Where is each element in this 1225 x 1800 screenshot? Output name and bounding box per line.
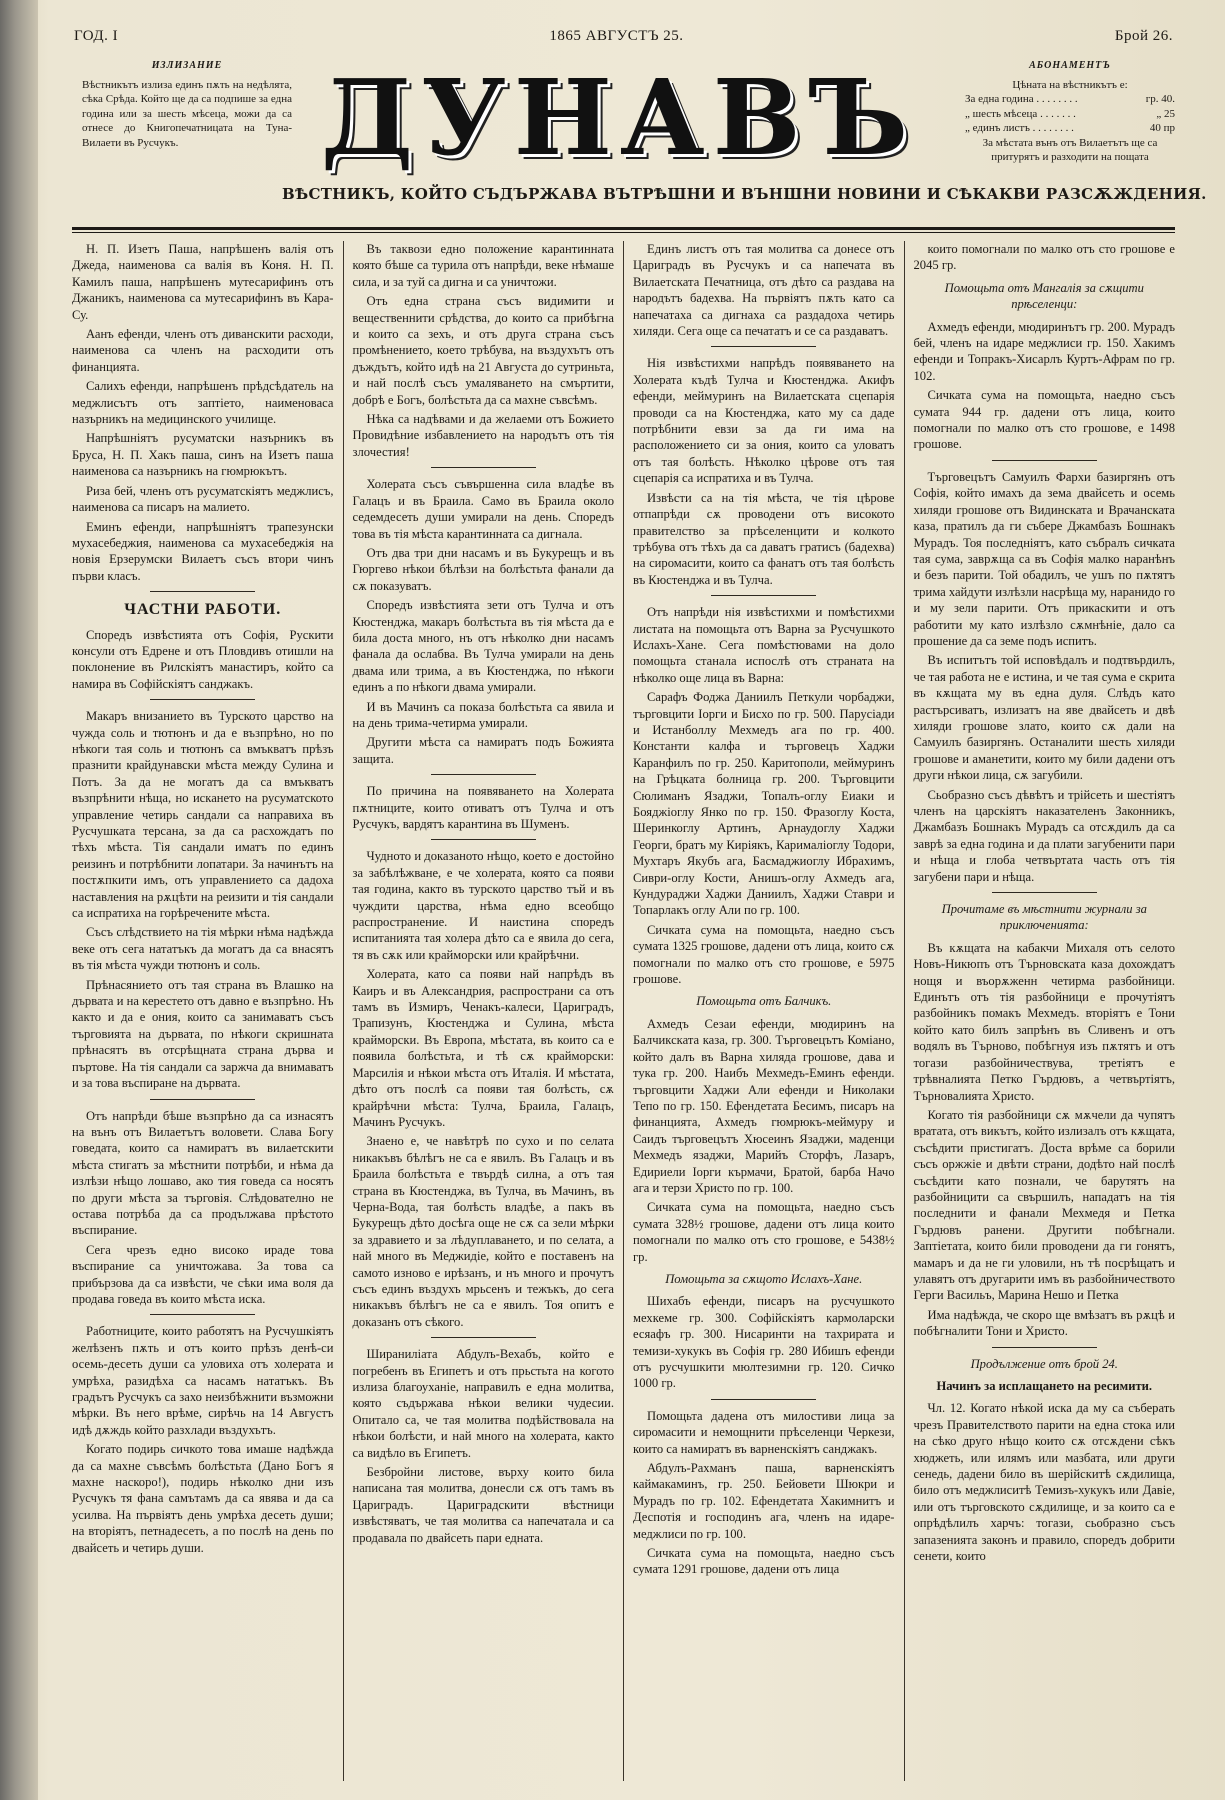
- article-paragraph: Салихъ ефенди, напрѣшенъ прѣдсѣдатель на меджлисътъ отъ заптіето, наименоваса назърникъ на медицинскогo училище.: [72, 379, 334, 427]
- article-paragraph: Сега чрезъ едно високо ираде това въспирание са уничтожава. За това са прибързова да са извѣсти, че сѣки има воля да продава говеда въ които мѣста иска.: [72, 1242, 334, 1306]
- article-paragraph: Помощьта дадена отъ милостиви лица за сиромасити и немощнити прѣселенци Черкези, които са намиратъ въ варненскіятъ санджакъ.: [633, 1408, 895, 1456]
- column-4: [904, 241, 1176, 1781]
- article-paragraph: Еминъ ефенди, напрѣшніятъ трапезунски мухасебеджия, наименова са мухасебеджія на новія Ерзерумски Вилаетъ съсъ втори чинъ първи класъ.: [72, 519, 334, 583]
- section-heading: Прочитаме въ мѣстнити журнали за приключенията:: [941, 902, 1147, 933]
- article-paragraph: Абдулъ-Рахманъ паша, варненскіятъ каймакаминъ, гр. 250. Бейовети Шюкри и Мурадъ по гр. 102. Ефендетата Хакимнитъ и Деспотія и господинъ ага, членъ на идаре-меджлиси по гр. 100.: [633, 1461, 895, 1541]
- section-separator: [711, 1399, 816, 1400]
- subscription-row-price: „ 25: [1156, 107, 1175, 120]
- article-paragraph: Търговецътъ Самуилъ Фархи базиргянъ отъ Софія, който имахъ да зема двайсеть и осемь хиляди грошове отъ Видинската и Врачанската каза, пратилъ да ги събере Джамбазъ Бошнакъ Мурадъ. Тоя последніятъ, като събралъ сичката тая сума, заврѫща са въ Софія малко наранѣнъ и безъ парити. Той обадилъ, че ушъ по пѫтятъ трима хайдути излѣзли насрѣща му, наранидо го и му зели парити. Отъ прикаскити и отъ работити му като излѣзло сѫмнѣніе, дало са прошение да са земе подъ испитъ.: [913, 469, 1175, 648]
- article-paragraph: Въ испитътъ той исповѣдалъ и подтвърдилъ, че тая работа не е истина, и че тая сума е скрита въ кѫщата му въ една дуля. Слѣдъ като растърсиватъ, излизатъ на яве двайсеть и двѣ хиляди грошове злато, които сѫ дали на Самуилъ базиргянъ. Останалити шесть хиляди грошове и аманетити, които му били дадени отъ други нѣкои лица, сѫ загубили.: [913, 653, 1175, 783]
- article-paragraph: Макаръ внизанието въ Турското царство на чужда соль и тютюнъ и да е възпрѣно, но по нѣкоги тая соль и тютюнъ са вмъкватъ прѣзъ празнити крайдунавски мѣста между Сулина и Потъ. За да не могатъ да са вмъкватъ възпрѣнити нѣща, но искането на русуматското управление четирь сандали са направиха въ Русчушката терсана, за да са расхождатъ по тѣхъ мѣста. Тія сандали иматъ по единъ реизинъ и потрѣбнити лопатари. За начинътъ на постѫпкити имъ, отъ управлението са дадоха наставления на рѫцѣти на реизити и тія сандали са испратиха на горѣречените мѣста.: [72, 709, 334, 921]
- subscription-row-label: „ единъ листъ . . . . . . . .: [965, 122, 1074, 134]
- section-heading: Помощьта отъ Балчикъ.: [696, 994, 832, 1009]
- article-paragraph: Отъ напрѣди бѣше възпрѣно да са изнасятъ на вънъ отъ Вилаетътъ воловети. Слава Богу говедата, които са намиратъ въ вилаетскити мѣста стигатъ за мѣстнити потрѣби, и нѣма да излѣзи нѣщо лошаво, ако тия говеда са носятъ по други мѣста за търговія. Слѣдователно не остава потрѣба да са продължава прѣстото въспирание.: [72, 1108, 334, 1238]
- article-paragraph: Споредъ извѣстията зети отъ Тулча и отъ Кюстенджа, макаръ болѣстьта въ тія мѣста да е била доста много, нъ отъ нѣколко дни насамъ фанала да ослабва. Въ Тулча умирали на день двама или трима, а въ Кюстенджа, по нѣкоги единъ а по нѣкоги двама умирали.: [352, 598, 614, 695]
- subscription-row-price: гр. 40.: [1145, 93, 1175, 105]
- subscription-row: [965, 92, 1175, 107]
- subscription-box: [965, 59, 1175, 165]
- section-heading: Помощьта за сѫщото Ислахъ-Хане.: [665, 1271, 863, 1286]
- article-columns: [72, 241, 1175, 1781]
- column-1: [72, 241, 343, 1781]
- subscription-row: [965, 121, 1175, 136]
- article-paragraph: Сичката сума на помощьта, наедно съсъ сумата 1291 грошове, дадени отъ лица: [633, 1546, 895, 1577]
- publication-text: Вѣстникътъ излиза единъ пѫть на недѣлята, сѣка Срѣда. Който ще да са подпише за една година или за шесть мѣсеца, можи да са отнесе до Книгопечатницата на Туна-Вилаети въ Русчукъ.: [82, 78, 292, 149]
- section-separator: [150, 1314, 255, 1315]
- section-separator: [150, 591, 255, 592]
- article-paragraph: Когато тія разбойници сѫ мѫчели да чупятъ вратата, отъ викътъ, който излизалъ отъ кѫщата, съсѣдити пристигатъ. Доста врѣме са борили съсъ оржжіе и двѣти страни, додѣто най послѣ съсѣдити като познали, че барутятъ на разбойницити са свършилъ, нападатъ на тія последнити и фанали Мехмедя и Петка Гърдювъ ранени. Другити побѣгнали. Заптіетата, които били проводени да ги гонятъ, мамаръ и да не ги уловили, нъ тѣ посрѣщатъ и улавятъ отъ другарити имъ въ разбойничеството Герги Васильъ, Марина Нешо и Петка: [913, 1107, 1175, 1303]
- section-separator: [711, 346, 816, 347]
- article-paragraph: Ахмедъ ефенди, мюдиринътъ гр. 200. Мурадъ бей, членъ на идаре меджлиси гр. 150. Хакимъ ефенди и Топракъ-Хисарлъ Куртъ-Афрам по гр. 102.: [913, 319, 1175, 383]
- article-paragraph: Единъ листъ отъ тая молитва са донесе отъ Цариградъ въ Русчукъ и са напечата въ Вилаетската Печатница, отъ дѣто са раздава на народътъ бадехва. На първіятъ пѫть като са напечатаха са дигнаха са раздадоха четирь хиляди. Сега още са печататъ и се са раздаватъ.: [633, 242, 895, 339]
- section-separator: [711, 595, 816, 596]
- article-paragraph: Прѣнасянието отъ тая страна въ Влашко на дървата и на керестето отъ давно е възпрѣно. Нъ както и да е ония, които са занимаватъ съсъ търговията на дървата, по нѣкоги скришната прѣнасятъ въ отсрѣщната страна дърва и пъртове. На тія сандали са заржча да внимаватъ и за това въспиране на дървата.: [72, 977, 334, 1091]
- article-paragraph: Другити мѣста са намиратъ подъ Божията защита.: [352, 735, 614, 766]
- section-heading: Начинъ за исплащането на ресимити.: [936, 1379, 1153, 1393]
- article-paragraph: Отъ напрѣди нія извѣстихми и помѣстихми листата на помощьта отъ Варна за Русчушкото Ислахъ-Хане. Сега помѣстювами на доло помощьта станала испослѣ отъ страната на нѣколко още лица въ Варна:: [633, 605, 895, 685]
- section-separator: [992, 1347, 1097, 1348]
- section-separator: [150, 699, 255, 700]
- article-paragraph: Шираниліата Абдулъ-Вехабъ, който е погребенъ въ Египетъ и отъ прьстьта на когото излиза благоуханіе, направилъ е една молитва, която съдържава нѣкои велики чудесии. Опитало са, че тая молитва подѣйствовала на нѣкои болѣсти, и най много на холерата, както са видѣло въ Египетъ.: [352, 1347, 614, 1460]
- article-paragraph: Ахмедъ Сезаи ефенди, мюдиринъ на Балчикската каза, гр. 300. Търговецътъ Коміано, който далъ въ Варна хиляда грошове, дава и тука гр. 200. Наибъ Мехмедъ-Еминъ ефенди. търговцити Хаджи Али ефенди и Николаки Тепо по гр. 150. Ефендетата Бесимъ, писаръ на финанцията, Ахмедъ гюмрюкъ-меймуру и Саидъ търговецътъ Хюсеинъ Язаджи, маденци Мехмедъ язаджи, Марийъ Сторфъ, Лазаръ, Едириели Іорги кърмачи, Братой, барба Начо ага и терзи Христо по гр. 100.: [633, 1016, 895, 1195]
- article-paragraph: Чл. 12. Когато нѣкой иска да му са съберать чрезъ Правителството парити на една стока или на сѣко друго нѣщо които сѫ отсѫдени сѣкъ хюджеть, или илямъ или мазбата, или други сенедь, дадени било въ шерійскитѣ сѫдилища, било отъ меджлиситѣ Темизъ-хукукъ или Давіе, или отъ търговското сѫдилище, и за които са е опрѣдѣлилъ харчъ: тогази, сьобразно съсъ запазенията законъ и правило, споредъ добрити сенети, които: [913, 1401, 1175, 1564]
- article-paragraph: Споредъ извѣстията отъ Софія, Рускити консули отъ Едрене и отъ Пловдивъ отишли на поклонение въ Рилскіятъ манастиръ, който са намира въ Софійскіятъ санджакъ.: [72, 627, 334, 691]
- article-paragraph: Отъ два три дни насамъ и въ Букурещъ и въ Гюргево нѣкои бѣлѣзи на болѣстьта фанали да сѫ показуватъ.: [352, 545, 614, 593]
- article-paragraph: Чудното и доказаното нѣщо, което е достойно за забѣлѣжване, е че холерата, която са появи тая година, както въ турското царство тъй и въ чуждити царства, нѣма едно всеобщо распространение. И наистина споредъ испитанията тая холера дѣто са е явила до сега, тя въ сѫк или крайморски или крайрѣчни.: [352, 849, 614, 962]
- section-heading: Продължение отъ брой 24.: [970, 1356, 1118, 1371]
- column-2: [343, 241, 624, 1781]
- article-paragraph: които помогнали по малко отъ сто грошове е 2045 гр.: [913, 242, 1175, 273]
- article-paragraph: И въ Мачинъ са показа болѣстьта са явила и на день трима-четирма умирали.: [352, 699, 614, 730]
- section-separator: [431, 839, 536, 840]
- article-paragraph: Сичката сума на помощьта, наедно съсъ сумата 944 гр. дадени отъ лица, които помогнали по малко отъ сто грошове, е 1498 грошове.: [913, 388, 1175, 452]
- article-paragraph: Когато подирь сичкото това имаше надѣжда да са махне съвсѣмъ болѣстьта (Дано Богъ я махне наскоро!), подирь нѣколко дни изъ Русчукъ тя фана самътамъ да са явява и да са усилва. На първіятъ день умрѣха десеть души; на вторіятъ, петнадесеть, а по послѣ на день по двайсеть и четирь души.: [72, 1442, 334, 1555]
- newspaper-title: ДУНАВЪ: [320, 56, 917, 179]
- subscription-row-label: За една година . . . . . . . .: [965, 93, 1078, 105]
- article-paragraph: Безбройни листове, върху които била написана тая молитва, донесли сѫ отъ тамъ въ Цариградъ. Цариградскити вѣстници извѣстяватъ, че тая молитва са напечатала и са продавала по двайсеть пари едната.: [352, 1465, 614, 1545]
- article-paragraph: Сичката сума на помощьта, наедно съсъ сумата 1325 грошове, дадени отъ лица, които сѫ помогнали по малко отъ сто грошове, е 5975 грошове.: [633, 922, 895, 987]
- section-separator: [431, 467, 536, 468]
- section-separator: [431, 774, 536, 775]
- article-paragraph: Аанъ ефенди, членъ отъ диванскити расходи, наименова са членъ на расходити отъ финанцията.: [72, 327, 334, 374]
- top-line: [72, 28, 1175, 45]
- subscription-intro: Цѣната на вѣстникътъ е:: [1012, 78, 1128, 91]
- issue-number: Брой 26.: [1114, 28, 1173, 44]
- publication-box: [82, 59, 292, 150]
- column-3: [623, 241, 904, 1781]
- article-paragraph: Холерата съсъ съвършенна сила владѣе въ Галацъ и въ Браила. Само въ Браила около седемдесеть души умирали на день. Споредъ това въ тія мѣста карантинната са дигнала.: [352, 477, 614, 541]
- binding-edge: [0, 0, 38, 1800]
- article-paragraph: Нѣка са надѣвами и да желаеми отъ Божието Провидѣние избавлението на народътъ отъ тія злочестия!: [352, 412, 614, 459]
- publication-heading: ИЗЛИЗАНИЕ: [151, 60, 223, 71]
- article-paragraph: Извѣсти са на тія мѣста, че тія цѣрове отпапрѣди сѫ проводени отъ високото правителство за прѣселенцити и колкото трѣбува отъ тѣхъ да са даватъ гратисъ (бадехва) на сиромасити, които са фанатъ отъ тая болѣсть въ Кюстенджа и въ Тулча.: [633, 490, 895, 587]
- subscription-note: За мѣстата вънъ отъ Вилаетътъ ще са притурятъ и разходити на пощата: [982, 136, 1158, 163]
- section-heading: Помощьта отъ Мангалія за сѫщити прѣселенци:: [944, 280, 1144, 312]
- article-paragraph: Сьобразно съсъ дѣвѣтъ и трійсеть и шестіятъ членъ на царскіятъ наказателенъ Законникъ, Джамбазъ Бошнакъ Мурадъ са отсѫдилъ да са заврѣ за една година и да плати загубенити пари и нѣща и глоба четвъртата часть отъ тія загубени пари и нѣща.: [913, 787, 1175, 884]
- section-separator: [992, 460, 1097, 461]
- article-paragraph: Въ кѫщата на кабакчи Михаля отъ селото Новъ-Никюпъ отъ Търновската каза дохождатъ нощя и въорѫженн четирма разбойници. Единътъ отъ тія разбойници е прочутіятъ разбойникъ помакъ Мехмедъ. вторіятъ е Тони който като билъ запрѣнъ въ Сливенъ и отъ водялъ въ Търново, побѣгнуя изъ пѫтятъ и отъ тогази разбойничествува, третіятъ е трѣвналията Петко Гърдювъ, а четвъртіятъ, Търновалията Христо.: [913, 940, 1175, 1103]
- article-paragraph: По причина на появяването на Холерата пѫтниците, които отиватъ отъ Тулча и отъ Русчукъ, вардятъ карантина въ Шуменъ.: [352, 784, 614, 831]
- article-paragraph: Риза бей, членъ отъ русуматскіятъ меджлисъ, наименова са писаръ на малието.: [72, 483, 334, 515]
- article-paragraph: Холерата, като са появи най напрѣдъ въ Каиръ и въ Александрия, распространи са отъ тамъ въ Измиръ, Ченакъ-калеси, Цариградъ, Трапизунъ, Кюстенджа и Сулина, мѣста крайморски. Въ Европа, мѣстата, въ които са е появила болѣстьта, и тѣ сѫ крайморски: Марсилія и нѣкои мѣста отъ Италія. И мѣстата, дѣто отъ послѣ са появи тая болѣсть, сѫ крайрѣчни мѣста: Тулча, Браила, Галацъ, Мачинъ Русчукъ.: [352, 967, 614, 1129]
- newspaper-subtitle: ВѢСТНИКЪ, КОЙТО СЪДЪРЖАВА ВЪТРѢШНИ И ВЪНШНИ НОВИНИ И СѢКАКВИ РАЗСѪЖДЕНИЯ.: [282, 185, 1207, 203]
- article-paragraph: Сарафъ Фоджа Даниилъ Петкули чорбаджи, търговцити Іорги и Бисхо по гр. 500. Парусіади и Истанболлу Мехмедъ ага по гр. 400. Константи калфа и търговецъ Хаджи Каранфилъ по гр. 250. Каритополи, меймуринъ на Грѣцката болница гр. 200. Търговцити Сюлиманъ Язаджи, Топалъ-оглу Еиаки и Бояджіоглу Янко по гр. 150. Фразоглу Коста, Шеринкоглу Артинъ, Арнаудоглу Хаджи Георги, братъ му Киріякъ, Карималіоглу Тодори, Мухтаръ Якубъ ага, Басмаджиоглу Ибрахимъ, Сиври-оглу Кости, Анишъ-оглу Ахмедъ ага, Кундураджи Хаджи Даниилъ, Хаджи Ставри и Топарлакъ оглу Али по гр. 100.: [633, 690, 895, 918]
- article-paragraph: Съсъ слѣдствието на тія мѣрки нѣма надѣжда веке отъ сега нататъкъ да могатъ да са внасятъ въ тія мѣста чужди тютюнъ и соль.: [72, 925, 334, 973]
- article-paragraph: Отъ една страна съсъ видимити и вещественнити срѣдства, до които са прибѣгна и които са зехъ, и отъ друга страна съсъ промѣнението, което трѣбува, на въздухътъ отъ дъждътъ, който идѣ на 21 Августа до сутриньта, и най послѣ съсъ умаляването на смъртити, добрѣ е Богъ, болѣстьта да са махне съвсѣмъ.: [352, 294, 614, 407]
- article-paragraph: Сичката сума на помощьта, наедно съсъ сумата 328½ грошове, дадени отъ лица които помогнали по малко отъ сто грошове, е 5438½ гр.: [633, 1200, 895, 1264]
- article-paragraph: Н. П. Изетъ Паша, напрѣшенъ валія отъ Джеда, наименова са валія въ Коня. Н. П. Камилъ паша, напрѣшенъ мутесарифинъ отъ Джаникъ, наименова са мутесарифинъ въ Кара-Су.: [72, 242, 334, 322]
- masthead-rule-thin: [72, 232, 1175, 233]
- subscription-row: [965, 107, 1175, 122]
- section-heading: ЧАСТНИ РАБОТИ.: [124, 601, 282, 619]
- subscription-row-label: „ шесть мѣсеца . . . . . . .: [965, 107, 1076, 120]
- section-separator: [431, 1337, 536, 1338]
- article-paragraph: Напрѣшніятъ русуматски назърникъ въ Бруса, Н. П. Хакъ паша, синъ на Изетъ паша наименова са назърникъ на гюмрюкътъ.: [72, 431, 334, 479]
- article-paragraph: Шихабъ ефенди, писаръ на русчушкото мехкеме гр. 300. Софійскіятъ кармоларски есяафъ гр. 300. Нисаринти на тахрирата и темизи-хукукъ въ Софія гр. 280 Ибишъ ефенди отъ русчушкити мюлтезимни гр. 120. Сичко 1000 гр.: [633, 1294, 895, 1391]
- masthead: [72, 49, 1207, 217]
- article-paragraph: Работниците, които работятъ на Русчушкіятъ желѣзенъ пѫть и отъ които прѣзъ денѣ-си осемь-десеть души са уловиха отъ холерата и умрѣха, разидѣха са насамъ нататъкъ. Въ градътъ Русчукъ са захо неизбѣжнити възможни мѣрки. Въ него врѣме, сирѣчь на 14 Августъ идѣ дѫждь който разхлади въздухътъ.: [72, 1324, 334, 1437]
- subscription-heading: АБОНАМЕНТЪ: [1029, 60, 1111, 71]
- article-paragraph: Въ таквози едно положение карантинната която бѣше са турила отъ напрѣди, веке нѣмаше сила, и за туй са дигна и са уничтожи.: [352, 242, 614, 289]
- masthead-rule: [72, 227, 1175, 230]
- year-label: ГОД. I: [74, 28, 119, 44]
- section-separator: [150, 1099, 255, 1100]
- article-paragraph: Има надѣжда, че скоро ще вмѣзатъ въ рѫцѣ и побѣгналити Тони и Христо.: [913, 1307, 1175, 1339]
- section-separator: [992, 892, 1097, 893]
- article-paragraph: Знаено е, че навѣтрѣ по сухо и по селата никакъвъ бѣлѣгъ не са е явилъ. Въ Галацъ и въ Браила болѣстьта е твърдѣ силна, а отъ тая страна въ Кюстенджа, въ Тулча, въ Мачинъ, въ Черна-Вода, тая болѣсть владѣе, а пакъ въ Букурещъ дѣто досѣга още не сѫ са зели мѣрки за здравието и за лѣдуплаването, и по селата, а най много въ Меджидіе, който е поставенъ на самото изново е ирѣзанъ, и нъ много и прочутъ съсъ единъ въздухъ мрьсенъ и тежъкъ, до сега никакъвъ бѣлѣгъ не са е явилъ. Тоя опитъ е доказанъ отъ сѣкого.: [352, 1134, 614, 1329]
- article-paragraph: Нія извѣстихми напрѣдъ появяването на Холерата къдѣ Тулча и Кюстенджа. Акифъ ефенди, меймуринъ на Вилаетската сцепарія проводи са на Кюстенджа, като му са даде потрѣбнити евзи за да ги има на расположението си за ония, които са уловатъ отъ тая болѣсть. Нѣколко цѣрове отъ тая сцепарія са испратиха и въ Тулча.: [633, 356, 895, 486]
- issue-date: 1865 АВГУСТЪ 25.: [549, 28, 684, 44]
- subscription-row-price: 40 пр: [1149, 122, 1175, 134]
